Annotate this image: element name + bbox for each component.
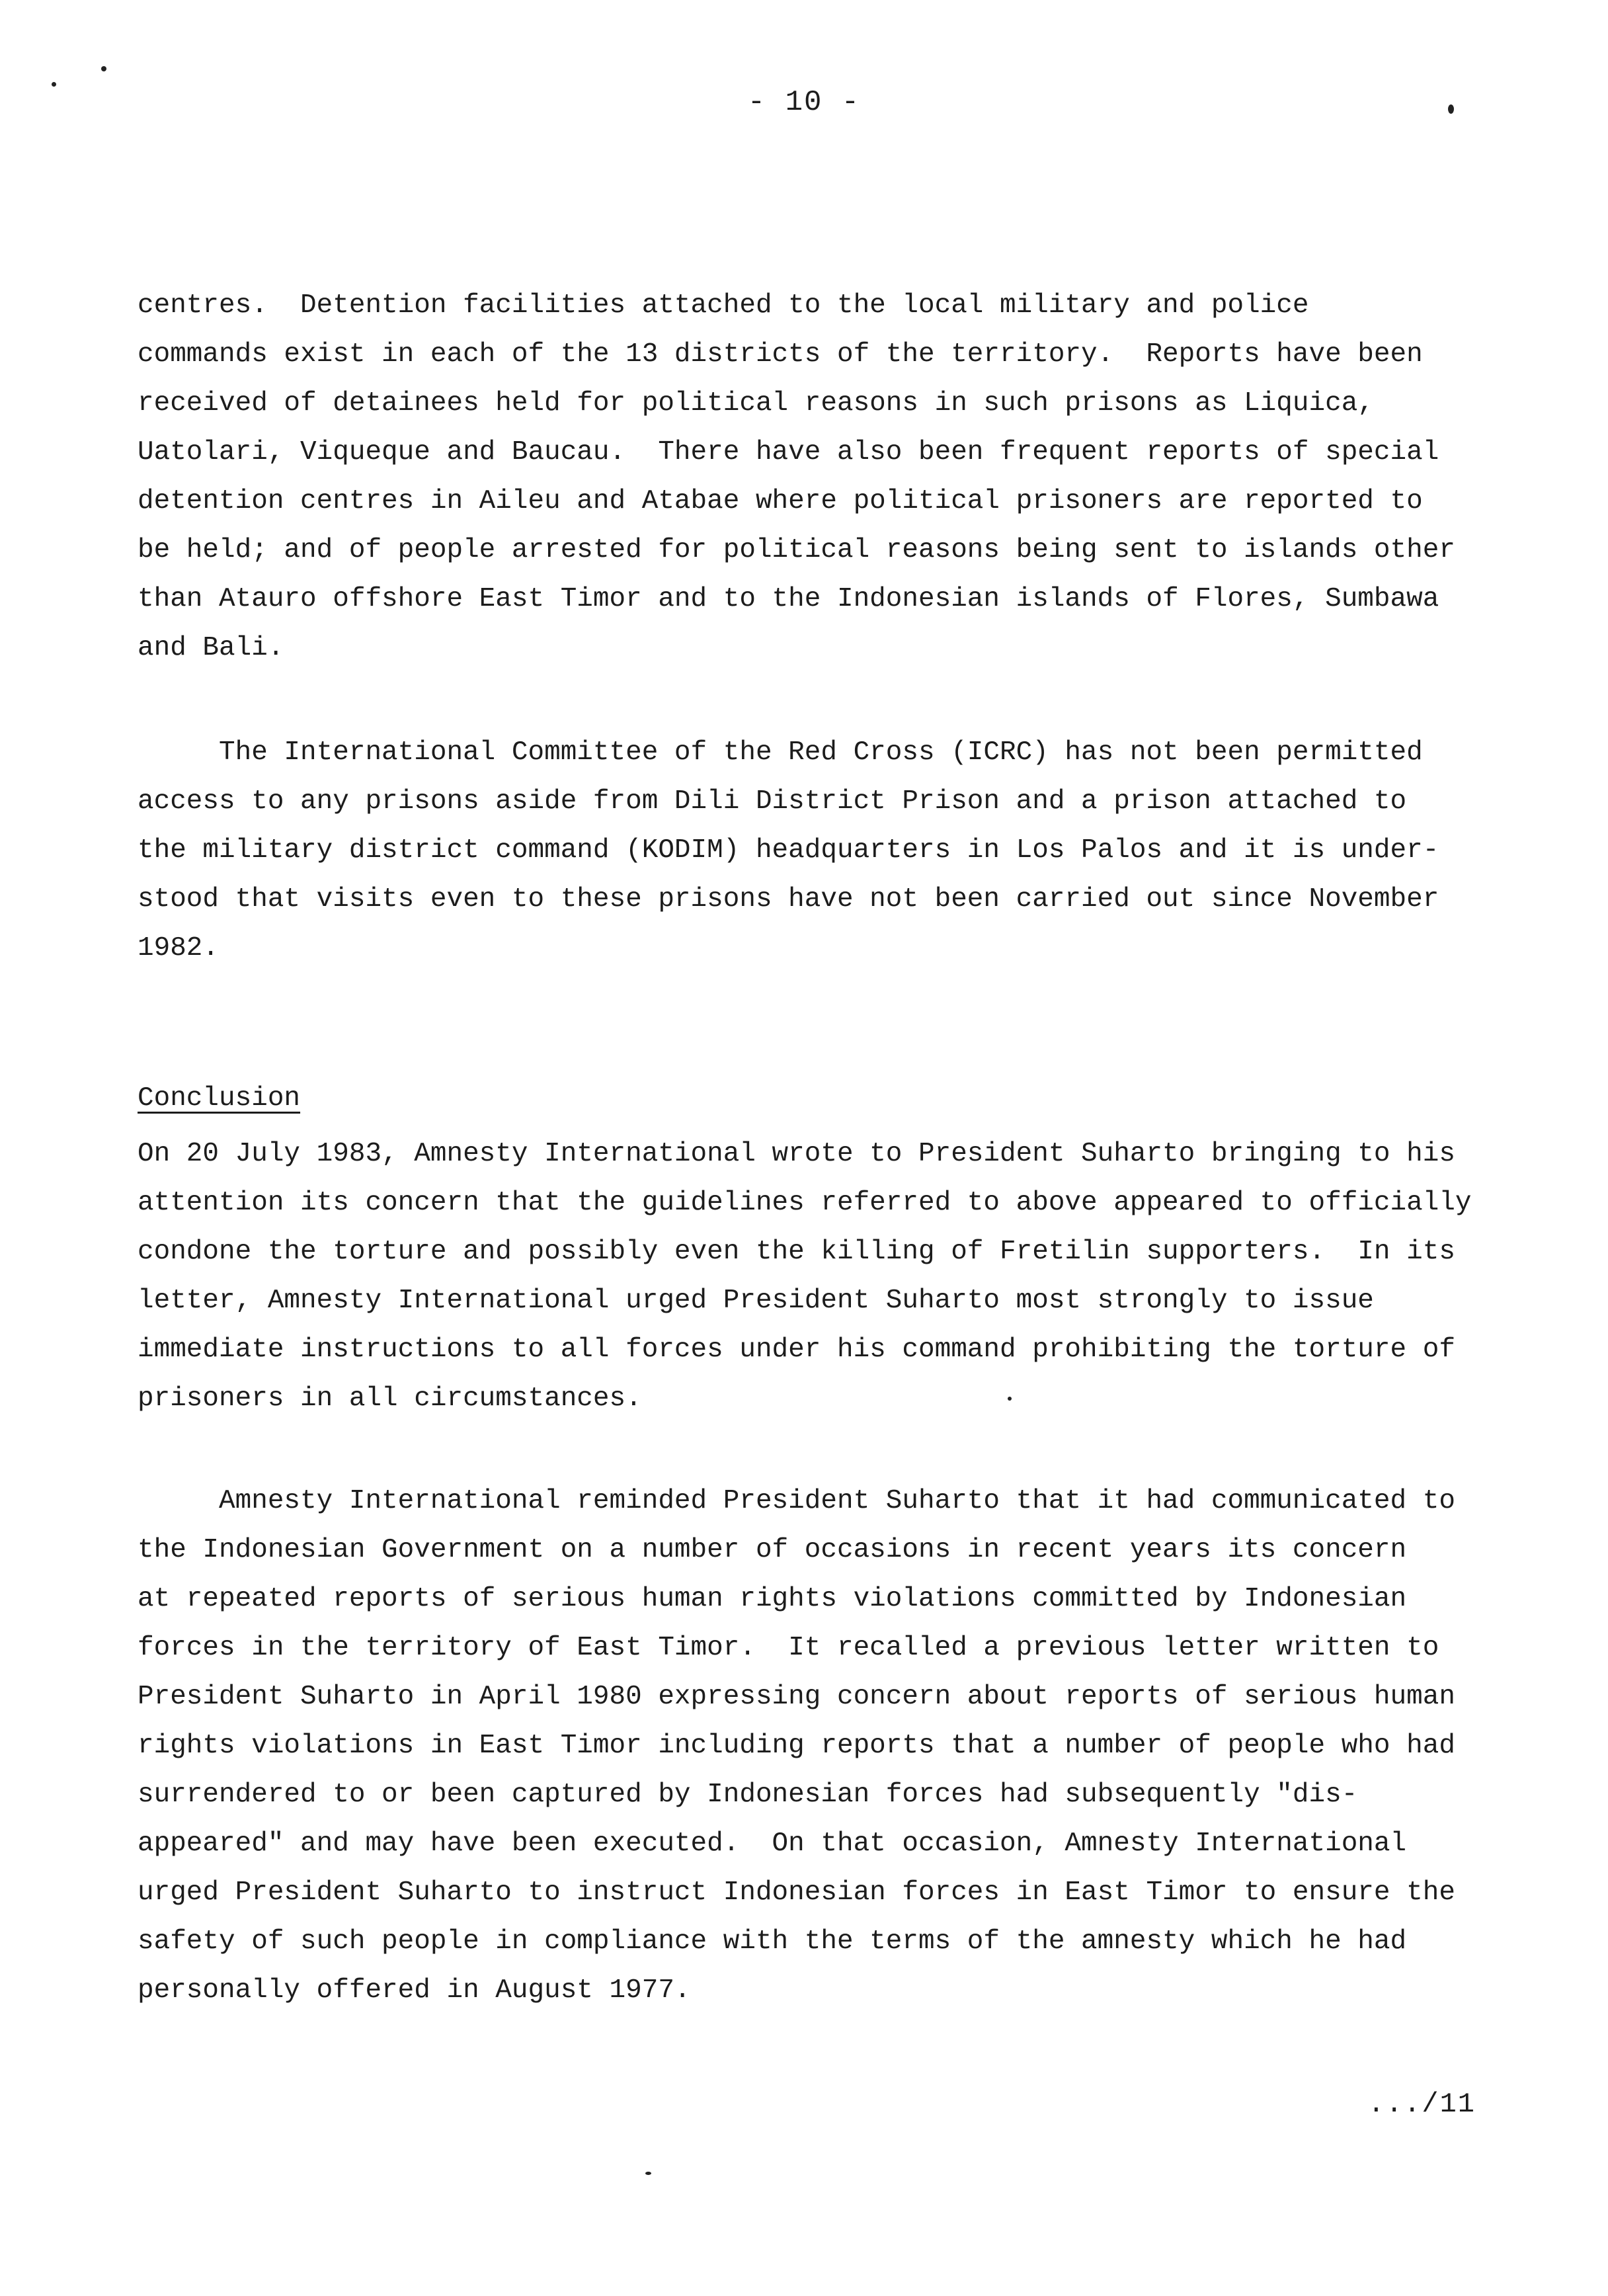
paragraph-1-line: detention centres in Aileu and Atabae where political prisoners are reported to xyxy=(138,486,1423,516)
paragraph-4-line: Amnesty International reminded President Suharto that it had communicated to xyxy=(138,1486,1455,1516)
paragraph-3-line: letter, Amnesty International urged President Suharto most strongly to issue xyxy=(138,1286,1374,1316)
paragraph-3-line: On 20 July 1983, Amnesty International wrote to President Suharto bringing to his xyxy=(138,1139,1455,1169)
scan-speck xyxy=(101,66,106,71)
paragraph-1-line: Uatolari, Viqueque and Baucau. There have also been frequent reports of special xyxy=(138,437,1439,468)
paragraph-2-line: the military district command (KODIM) headquarters in Los Palos and it is under- xyxy=(138,835,1439,866)
paragraph-1-line: than Atauro offshore East Timor and to the Indonesian islands of Flores, Sumbawa xyxy=(138,584,1439,614)
paragraph-2-line: 1982. xyxy=(138,933,220,964)
scan-speck xyxy=(52,82,56,87)
paragraph-4-line: rights violations in East Timor including reports that a number of people who had xyxy=(138,1731,1455,1761)
paragraph-4-line: the Indonesian Government on a number of occasions in recent years its concern xyxy=(138,1535,1407,1565)
paragraph-4-line: surrendered to or been captured by Indonesian forces had subsequently "dis- xyxy=(138,1780,1358,1810)
paragraph-2-line: access to any prisons aside from Dili District Prison and a prison attached to xyxy=(138,786,1407,817)
paragraph-4-line: urged President Suharto to instruct Indonesian forces in East Timor to ensure the xyxy=(138,1877,1455,1908)
paragraph-2-line: stood that visits even to these prisons have not been carried out since November xyxy=(138,884,1439,915)
paragraph-4-line: President Suharto in April 1980 expressing concern about reports of serious human xyxy=(138,1682,1455,1712)
paragraph-3-line: attention its concern that the guidelines referred to above appeared to officially xyxy=(138,1188,1472,1218)
page-number: - 10 - xyxy=(747,86,861,119)
scan-speck xyxy=(645,2172,651,2175)
paragraph-4-line: forces in the territory of East Timor. It recalled a previous letter written to xyxy=(138,1633,1439,1663)
continuation-marker: .../11 xyxy=(1367,2088,1476,2120)
paragraph-1-line: and Bali. xyxy=(138,633,284,663)
paragraph-1-line: commands exist in each of the 13 districts of the territory. Reports have been xyxy=(138,339,1423,370)
paragraph-3-line: prisoners in all circumstances. xyxy=(138,1383,642,1414)
section-heading: Conclusion xyxy=(138,1083,301,1114)
paragraph-4-line: safety of such people in compliance with the terms of the amnesty which he had xyxy=(138,1926,1407,1957)
paragraph-1-line: centres. Detention facilities attached to the local military and police xyxy=(138,290,1309,321)
paragraph-2-line: The International Committee of the Red Cross (ICRC) has not been permitted xyxy=(138,737,1423,768)
paragraph-3-line: condone the torture and possibly even the killing of Fretilin supporters. In its xyxy=(138,1237,1455,1267)
paragraph-4-line: at repeated reports of serious human rights violations committed by Indonesian xyxy=(138,1584,1407,1614)
paragraph-4-line: personally offered in August 1977. xyxy=(138,1975,691,2006)
scan-speck xyxy=(1008,1397,1012,1401)
paragraph-1-line: be held; and of people arrested for political reasons being sent to islands other xyxy=(138,535,1455,565)
scan-speck xyxy=(1448,104,1454,114)
paragraph-3-line: immediate instructions to all forces under his command prohibiting the torture of xyxy=(138,1334,1455,1365)
paragraph-1-line: received of detainees held for political reasons in such prisons as Liquica, xyxy=(138,388,1374,419)
paragraph-4-line: appeared" and may have been executed. On that occasion, Amnesty International xyxy=(138,1828,1407,1859)
